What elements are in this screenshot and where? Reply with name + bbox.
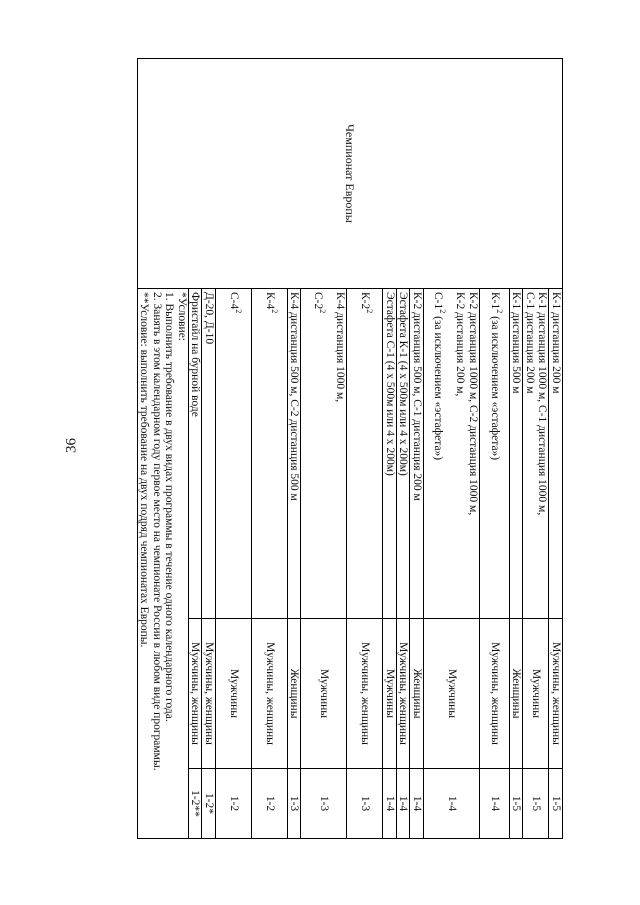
gender-cell: Мужчины, женщины (397, 619, 411, 769)
discipline-cell (216, 289, 252, 619)
places-cell: 1-3 (347, 769, 383, 839)
places-cell: 1-5 (549, 769, 563, 839)
table-row (549, 59, 563, 839)
places-cell: 1-2** (189, 769, 203, 839)
gender-cell: Мужчины, женщины (252, 619, 288, 769)
discipline-text: К-2 (359, 292, 372, 310)
discipline-cell: К-1 дистанция 200 м (549, 289, 563, 619)
discipline-line: К-4 дистанция 1000 м, (334, 292, 347, 403)
superscript: 2 (269, 309, 279, 314)
places-cell: 1-2* (202, 769, 216, 839)
discipline-cell: Д-20, Д-10 (202, 289, 216, 619)
discipline-cell (347, 289, 383, 619)
discipline-cell (424, 289, 480, 619)
places-cell: 1-2 (252, 769, 288, 839)
note-line: 2. Занять в этом календарном году первое место на чемпионате России в любом виде программы. (151, 292, 163, 771)
superscript: 2 (494, 309, 504, 314)
note-line: 1. Выполнить требование в двух видах программы в течение одного календарного года. (163, 292, 176, 722)
discipline-cell: К-2 дистанция 500 м, С-1 дистанция 200 м (410, 289, 424, 619)
places-cell: 1-5 (523, 769, 549, 839)
discipline-line: С-1 дистанция 200 м (524, 292, 536, 394)
discipline-suffix: (за исключением «эстафета») (488, 313, 501, 461)
places-cell: 1-2 (216, 769, 252, 839)
notes-cell (138, 289, 189, 839)
discipline-text: С-2 (312, 292, 324, 310)
discipline-text: С-4 (227, 292, 240, 310)
discipline-text: К-4 (263, 292, 276, 310)
places-cell: 1-5 (510, 769, 524, 839)
note-line: **Условие: выполнить требование на двух подряд чемпионатах Европы. (138, 292, 151, 648)
discipline-line: К-2 дистанция 1000 м, С-2 дистанция 1000 м, (467, 292, 479, 516)
gender-cell: Женщины (510, 619, 524, 769)
gender-cell: Мужчины (523, 619, 549, 769)
competition-category: Чемпионат Европы (138, 59, 563, 289)
discipline-cell: Эстафета К-1 (4 х 500м или 4 х 200м) (397, 289, 411, 619)
places-cell: 1-4 (480, 769, 510, 839)
discipline-cell: К-4 дистанция 500 м, С-2 дистанция 500 м (288, 289, 302, 619)
requirements-table (137, 58, 563, 839)
rotated-table-container (83, 58, 563, 838)
page-number: 36 (63, 438, 80, 453)
places-cell: 1-3 (288, 769, 302, 839)
gender-cell: Мужчины (424, 619, 480, 769)
discipline-line (432, 292, 445, 615)
places-cell: 1-4 (424, 769, 480, 839)
discipline-cell (480, 289, 510, 619)
superscript: 2 (317, 309, 327, 314)
gender-cell: Мужчины (383, 619, 397, 769)
superscript: 2 (365, 309, 375, 314)
gender-cell: Мужчины, женщины (189, 619, 203, 769)
discipline-line: К-2 дистанция 200 м, (454, 292, 467, 397)
discipline-cell (523, 289, 549, 619)
superscript: 2 (437, 309, 447, 314)
discipline-line (312, 292, 325, 615)
discipline-cell: Эстафета С-1 (4 х 500м или 4 х 200м) (383, 289, 397, 619)
places-cell: 1-3 (301, 769, 347, 839)
discipline-line: К-1 дистанция 1000 м, С-1 дистанция 1000 м, (536, 292, 549, 516)
gender-cell: Мужчины (301, 619, 347, 769)
places-cell: 1-4 (397, 769, 411, 839)
discipline-cell (252, 289, 288, 619)
note-line: *Условие: (176, 292, 188, 341)
discipline-text: К-1 (488, 292, 501, 310)
discipline-text: С-1 (432, 292, 444, 310)
gender-cell: Мужчины, женщины (347, 619, 383, 769)
gender-cell: Женщины (288, 619, 302, 769)
gender-cell: Мужчины, женщины (202, 619, 216, 769)
discipline-cell (301, 289, 347, 619)
discipline-suffix: (за исключением «эстафета») (432, 313, 444, 461)
discipline-cell: Фристайл на бурной воде (189, 289, 203, 619)
gender-cell: Мужчины, женщины (480, 619, 510, 769)
places-cell: 1-4 (410, 769, 424, 839)
gender-cell: Мужчины, женщины (549, 619, 563, 769)
gender-cell: Мужчины (216, 619, 252, 769)
discipline-cell: К-1 дистанция 500 м (510, 289, 524, 619)
superscript: 2 (233, 309, 243, 314)
gender-cell: Женщины (410, 619, 424, 769)
places-cell: 1-4 (383, 769, 397, 839)
